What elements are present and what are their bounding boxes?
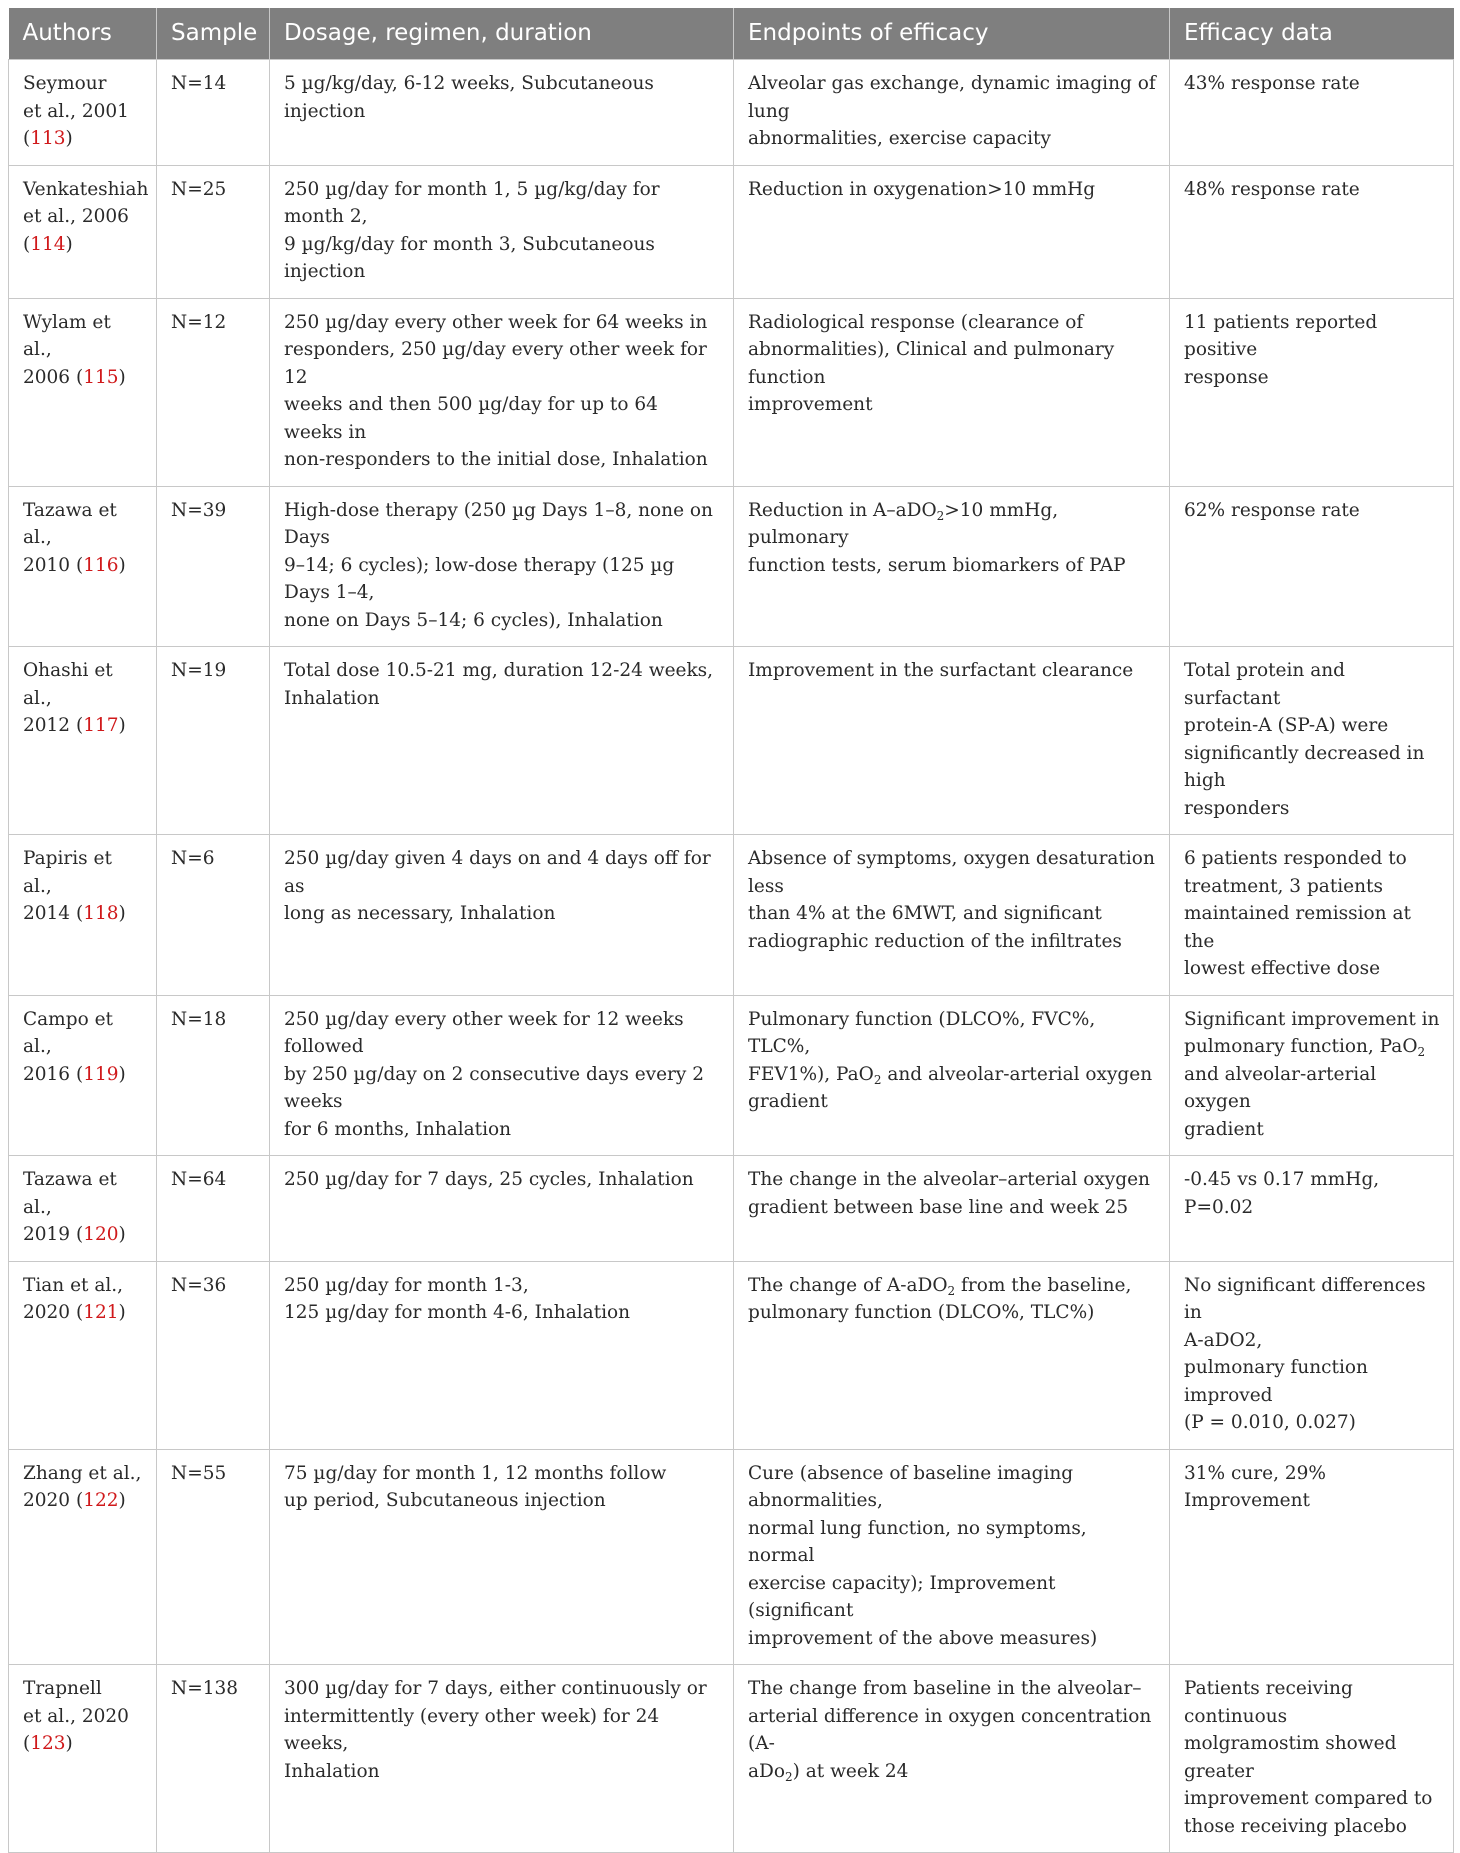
reference-link[interactable]: 120: [83, 1224, 119, 1245]
table-row: [9, 647, 1454, 835]
dosage-cell: 250 µg/day for month 1-3, 125 µg/day for month 4-6, Inhalation: [270, 1261, 734, 1449]
header-dosage: Dosage, regimen, duration: [270, 8, 734, 60]
authors-cell: Wylam et al., 2006 (115): [9, 298, 157, 486]
authors-cell: Tazawa et al., 2010 (116): [9, 486, 157, 647]
table-row: [9, 486, 1454, 647]
reference-link[interactable]: 122: [83, 1490, 119, 1511]
reference-link[interactable]: 121: [83, 1302, 119, 1323]
endpoints-cell: The change of A-aDO$_2$ from the baseline, pulmonary function (DLCO%, TLC%): [734, 1261, 1170, 1449]
efficacy-cell: No significant differences in A-aDO2, pulmonary function improved (P = 0.010, 0.027): [1170, 1261, 1454, 1449]
sample-cell: N=39: [157, 486, 270, 647]
sample-cell: N=19: [157, 647, 270, 835]
efficacy-cell: 48% response rate: [1170, 165, 1454, 298]
efficacy-cell: 62% response rate: [1170, 486, 1454, 647]
authors-cell: Seymour et al., 2001 (113): [9, 60, 157, 166]
sample-cell: N=36: [157, 1261, 270, 1449]
reference-link[interactable]: 117: [83, 715, 119, 736]
header-sample: Sample: [157, 8, 270, 60]
table-row: [9, 995, 1454, 1156]
dosage-cell: 75 µg/day for month 1, 12 months follow up period, Subcutaneous injection: [270, 1449, 734, 1665]
header-endpoints: Endpoints of efficacy: [734, 8, 1170, 60]
reference-link[interactable]: 115: [83, 366, 119, 388]
dosage-cell: Total dose 10.5-21 mg, duration 12-24 weeks, Inhalation: [270, 647, 734, 835]
authors-cell: Tazawa et al., 2019 (120): [9, 1156, 157, 1262]
efficacy-cell: 6 patients responded to treatment, 3 patients maintained remission at the lowest effective dose: [1170, 835, 1454, 996]
table-row: [9, 60, 1454, 166]
efficacy-cell: -0.45 vs 0.17 mmHg, P=0.02: [1170, 1156, 1454, 1262]
sample-cell: N=55: [157, 1449, 270, 1665]
reference-link[interactable]: 123: [30, 1733, 66, 1754]
header-row: [9, 8, 1454, 60]
table-row: [9, 1665, 1454, 1853]
endpoints-cell: Absence of symptoms, oxygen desaturation less than 4% at the 6MWT, and significant radiographic reduction of the infiltrates: [734, 835, 1170, 996]
efficacy-cell: 11 patients reported positive response: [1170, 298, 1454, 486]
endpoints-cell: Reduction in oxygenation>10 mmHg: [734, 165, 1170, 298]
endpoints-cell: Reduction in A–aDO$_2$>10 mmHg, pulmonary function tests, serum biomarkers of PAP: [734, 486, 1170, 647]
dosage-cell: 250 µg/day given 4 days on and 4 days off for as long as necessary, Inhalation: [270, 835, 734, 996]
endpoints-cell: Radiological response (clearance of abnormalities), Clinical and pulmonary function improvement: [734, 298, 1170, 486]
table-row: [9, 1261, 1454, 1449]
sample-cell: N=12: [157, 298, 270, 486]
efficacy-cell: Patients receiving continuous molgramostim showed greater improvement compared to those receiving placebo: [1170, 1665, 1454, 1853]
endpoints-cell: Pulmonary function (DLCO%, FVC%, TLC%, FEV1%), PaO$_2$ and alveolar-arterial oxygen gradient: [734, 995, 1170, 1156]
efficacy-cell: Significant improvement in pulmonary function, PaO$_2$ and alveolar-arterial oxygen gradient: [1170, 995, 1454, 1156]
efficacy-cell: 43% response rate: [1170, 60, 1454, 166]
dosage-cell: 5 µg/kg/day, 6-12 weeks, Subcutaneous injection: [270, 60, 734, 166]
efficacy-cell: 31% cure, 29% Improvement: [1170, 1449, 1454, 1665]
authors-cell: Venkateshiah et al., 2006 (114): [9, 165, 157, 298]
endpoints-cell: Alveolar gas exchange, dynamic imaging of lung abnormalities, exercise capacity: [734, 60, 1170, 166]
authors-cell: Tian et al., 2020 (121): [9, 1261, 157, 1449]
table-row: [9, 835, 1454, 996]
sample-cell: N=25: [157, 165, 270, 298]
dosage-cell: 250 µg/day for 7 days, 25 cycles, Inhalation: [270, 1156, 734, 1262]
endpoints-cell: Cure (absence of baseline imaging abnormalities, normal lung function, no symptoms, normal exercise capacity); Improvement (significant improvement of the above measures): [734, 1449, 1170, 1665]
reference-link[interactable]: 119: [83, 1063, 119, 1085]
dosage-cell: 250 µg/day for month 1, 5 µg/kg/day for month 2, 9 µg/kg/day for month 3, Subcutaneous injection: [270, 165, 734, 298]
table-row: [9, 1156, 1454, 1262]
dosage-cell: 250 µg/day every other week for 12 weeks followed by 250 µg/day on 2 consecutive days every 2 weeks for 6 months, Inhalation: [270, 995, 734, 1156]
efficacy-table: [8, 8, 1454, 1853]
reference-link[interactable]: 114: [30, 233, 66, 255]
efficacy-cell: Total protein and surfactant protein-A (SP-A) were significantly decreased in high responders: [1170, 647, 1454, 835]
sample-cell: N=14: [157, 60, 270, 166]
header-efficacy: Efficacy data: [1170, 8, 1454, 60]
authors-cell: Ohashi et al., 2012 (117): [9, 647, 157, 835]
header-authors: Authors: [9, 8, 157, 60]
reference-link[interactable]: 118: [83, 903, 119, 924]
sample-cell: N=6: [157, 835, 270, 996]
table-row: [9, 1449, 1454, 1665]
authors-cell: Zhang et al., 2020 (122): [9, 1449, 157, 1665]
sample-cell: N=18: [157, 995, 270, 1156]
endpoints-cell: The change in the alveolar–arterial oxygen gradient between base line and week 25: [734, 1156, 1170, 1262]
sample-cell: N=138: [157, 1665, 270, 1853]
endpoints-cell: The change from baseline in the alveolar– arterial difference in oxygen concentration (A- aDo$_2$) at week 24: [734, 1665, 1170, 1853]
table-row: [9, 165, 1454, 298]
authors-cell: Campo et al., 2016 (119): [9, 995, 157, 1156]
dosage-cell: 300 µg/day for 7 days, either continuously or intermittently (every other week) for 24 weeks, Inhalation: [270, 1665, 734, 1853]
dosage-cell: High-dose therapy (250 µg Days 1–8, none on Days 9–14; 6 cycles); low-dose therapy (125 µg Days 1–4, none on Days 5–14; 6 cycles), Inhalation: [270, 486, 734, 647]
dosage-cell: 250 µg/day every other week for 64 weeks in responders, 250 µg/day every other week for 12 weeks and then 500 µg/day for up to 64 weeks in non-responders to the initial dose, Inhalation: [270, 298, 734, 486]
reference-link[interactable]: 113: [30, 128, 66, 149]
authors-cell: Papiris et al., 2014 (118): [9, 835, 157, 996]
table-row: [9, 298, 1454, 486]
reference-link[interactable]: 116: [83, 554, 119, 576]
endpoints-cell: Improvement in the surfactant clearance: [734, 647, 1170, 835]
authors-cell: Trapnell et al., 2020 (123): [9, 1665, 157, 1853]
sample-cell: N=64: [157, 1156, 270, 1262]
